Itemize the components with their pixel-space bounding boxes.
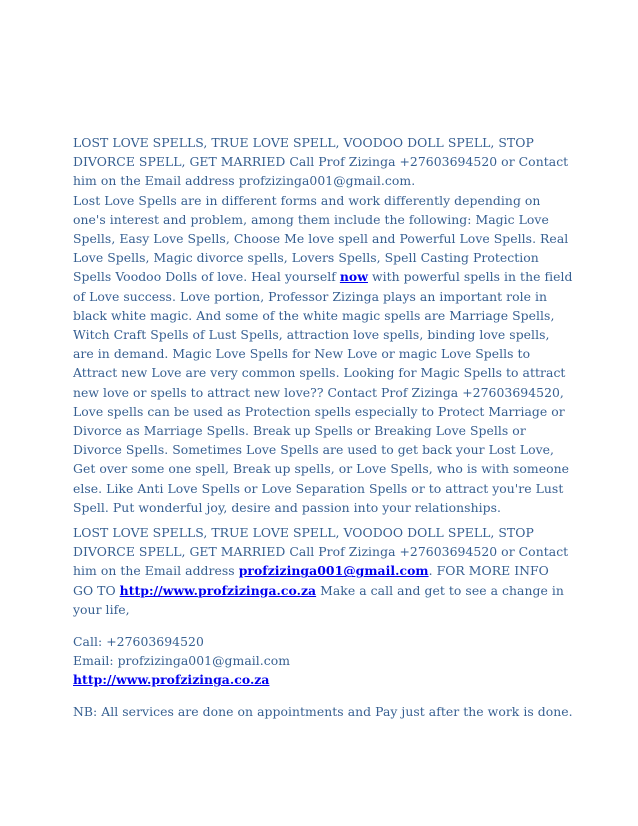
email-link[interactable]: profzizinga001@gmail.com xyxy=(238,563,429,579)
email-address: Email: profzizinga001@gmail.com xyxy=(73,653,291,669)
more-info-text: . FOR MORE INFO GO TO xyxy=(73,563,549,598)
body-text-start: Lost Love Spells are in different forms and work differently depending on one's interest and problem, among them include the following: Magic Love Spells, Easy Love Spells, Choose Me love spell and Powerful Love Spells. Real Love Spells, Magic divorce spells, Lovers Spells, Spell Casting Protection Spells Voodoo Dolls of love. Heal yourself xyxy=(73,192,569,285)
now-link[interactable]: now xyxy=(339,269,368,285)
contact-details xyxy=(73,632,573,690)
call-number: Call: +27603694520 xyxy=(73,634,204,650)
intro-paragraph xyxy=(73,133,573,517)
website-link[interactable]: http://www.profzizinga.co.za xyxy=(119,582,317,598)
document-body xyxy=(73,133,573,721)
spacer xyxy=(73,690,573,702)
note-paragraph: NB: All services are done on appointments and Pay just after the work is done. xyxy=(73,703,573,719)
spacer xyxy=(73,619,573,632)
contact-paragraph xyxy=(73,523,573,619)
contact-heading-text: LOST LOVE SPELLS, TRUE LOVE SPELL, VOODOO DOLL SPELL, STOP DIVORCE SPELL, GET MARRIED Call Prof Zizinga +27603694520 or Contact him on the Email address xyxy=(73,525,569,579)
body-text-rest: with powerful spells in the field of Love success. Love portion, Professor Zizinga plays an important role in black white magic. And some of the white magic spells are Marriage Spells, Witch Craft Spells of Lust Spells, attraction love spells, binding love spells, are in demand. Magic Love Spells for New Love or magic Love Spells to Attract new Love are very common spells. Looking for Magic Spells to attract new love or spells to attract new love?? Contact Prof Zizinga +27603694520, Love spells can be used as Protection spells especially to Protect Marriage or Divorce as Marriage Spells. Break up Spells or Breaking Love Spells or Divorce Spells. Sometimes Love Spells are used to get back your Lost Love, Get over some one spell, Break up spells, or Love Spells, who is with someone else. Like Anti Love Spells or Love Separation Spells or to attract you're Lust Spell. Put wonderful joy, desire and passion into your relationships. xyxy=(73,269,573,515)
intro-heading-text: LOST LOVE SPELLS, TRUE LOVE SPELL, VOODOO DOLL SPELL, STOP DIVORCE SPELL, GET MARRIED Call Prof Zizinga +27603694520 or Contact him on the Email address profzizinga001@gmail.com. xyxy=(73,135,569,189)
make-call-text: Make a call and get to see a change in your life, xyxy=(73,582,564,617)
website-url-link[interactable]: http://www.profzizinga.co.za xyxy=(73,672,270,688)
